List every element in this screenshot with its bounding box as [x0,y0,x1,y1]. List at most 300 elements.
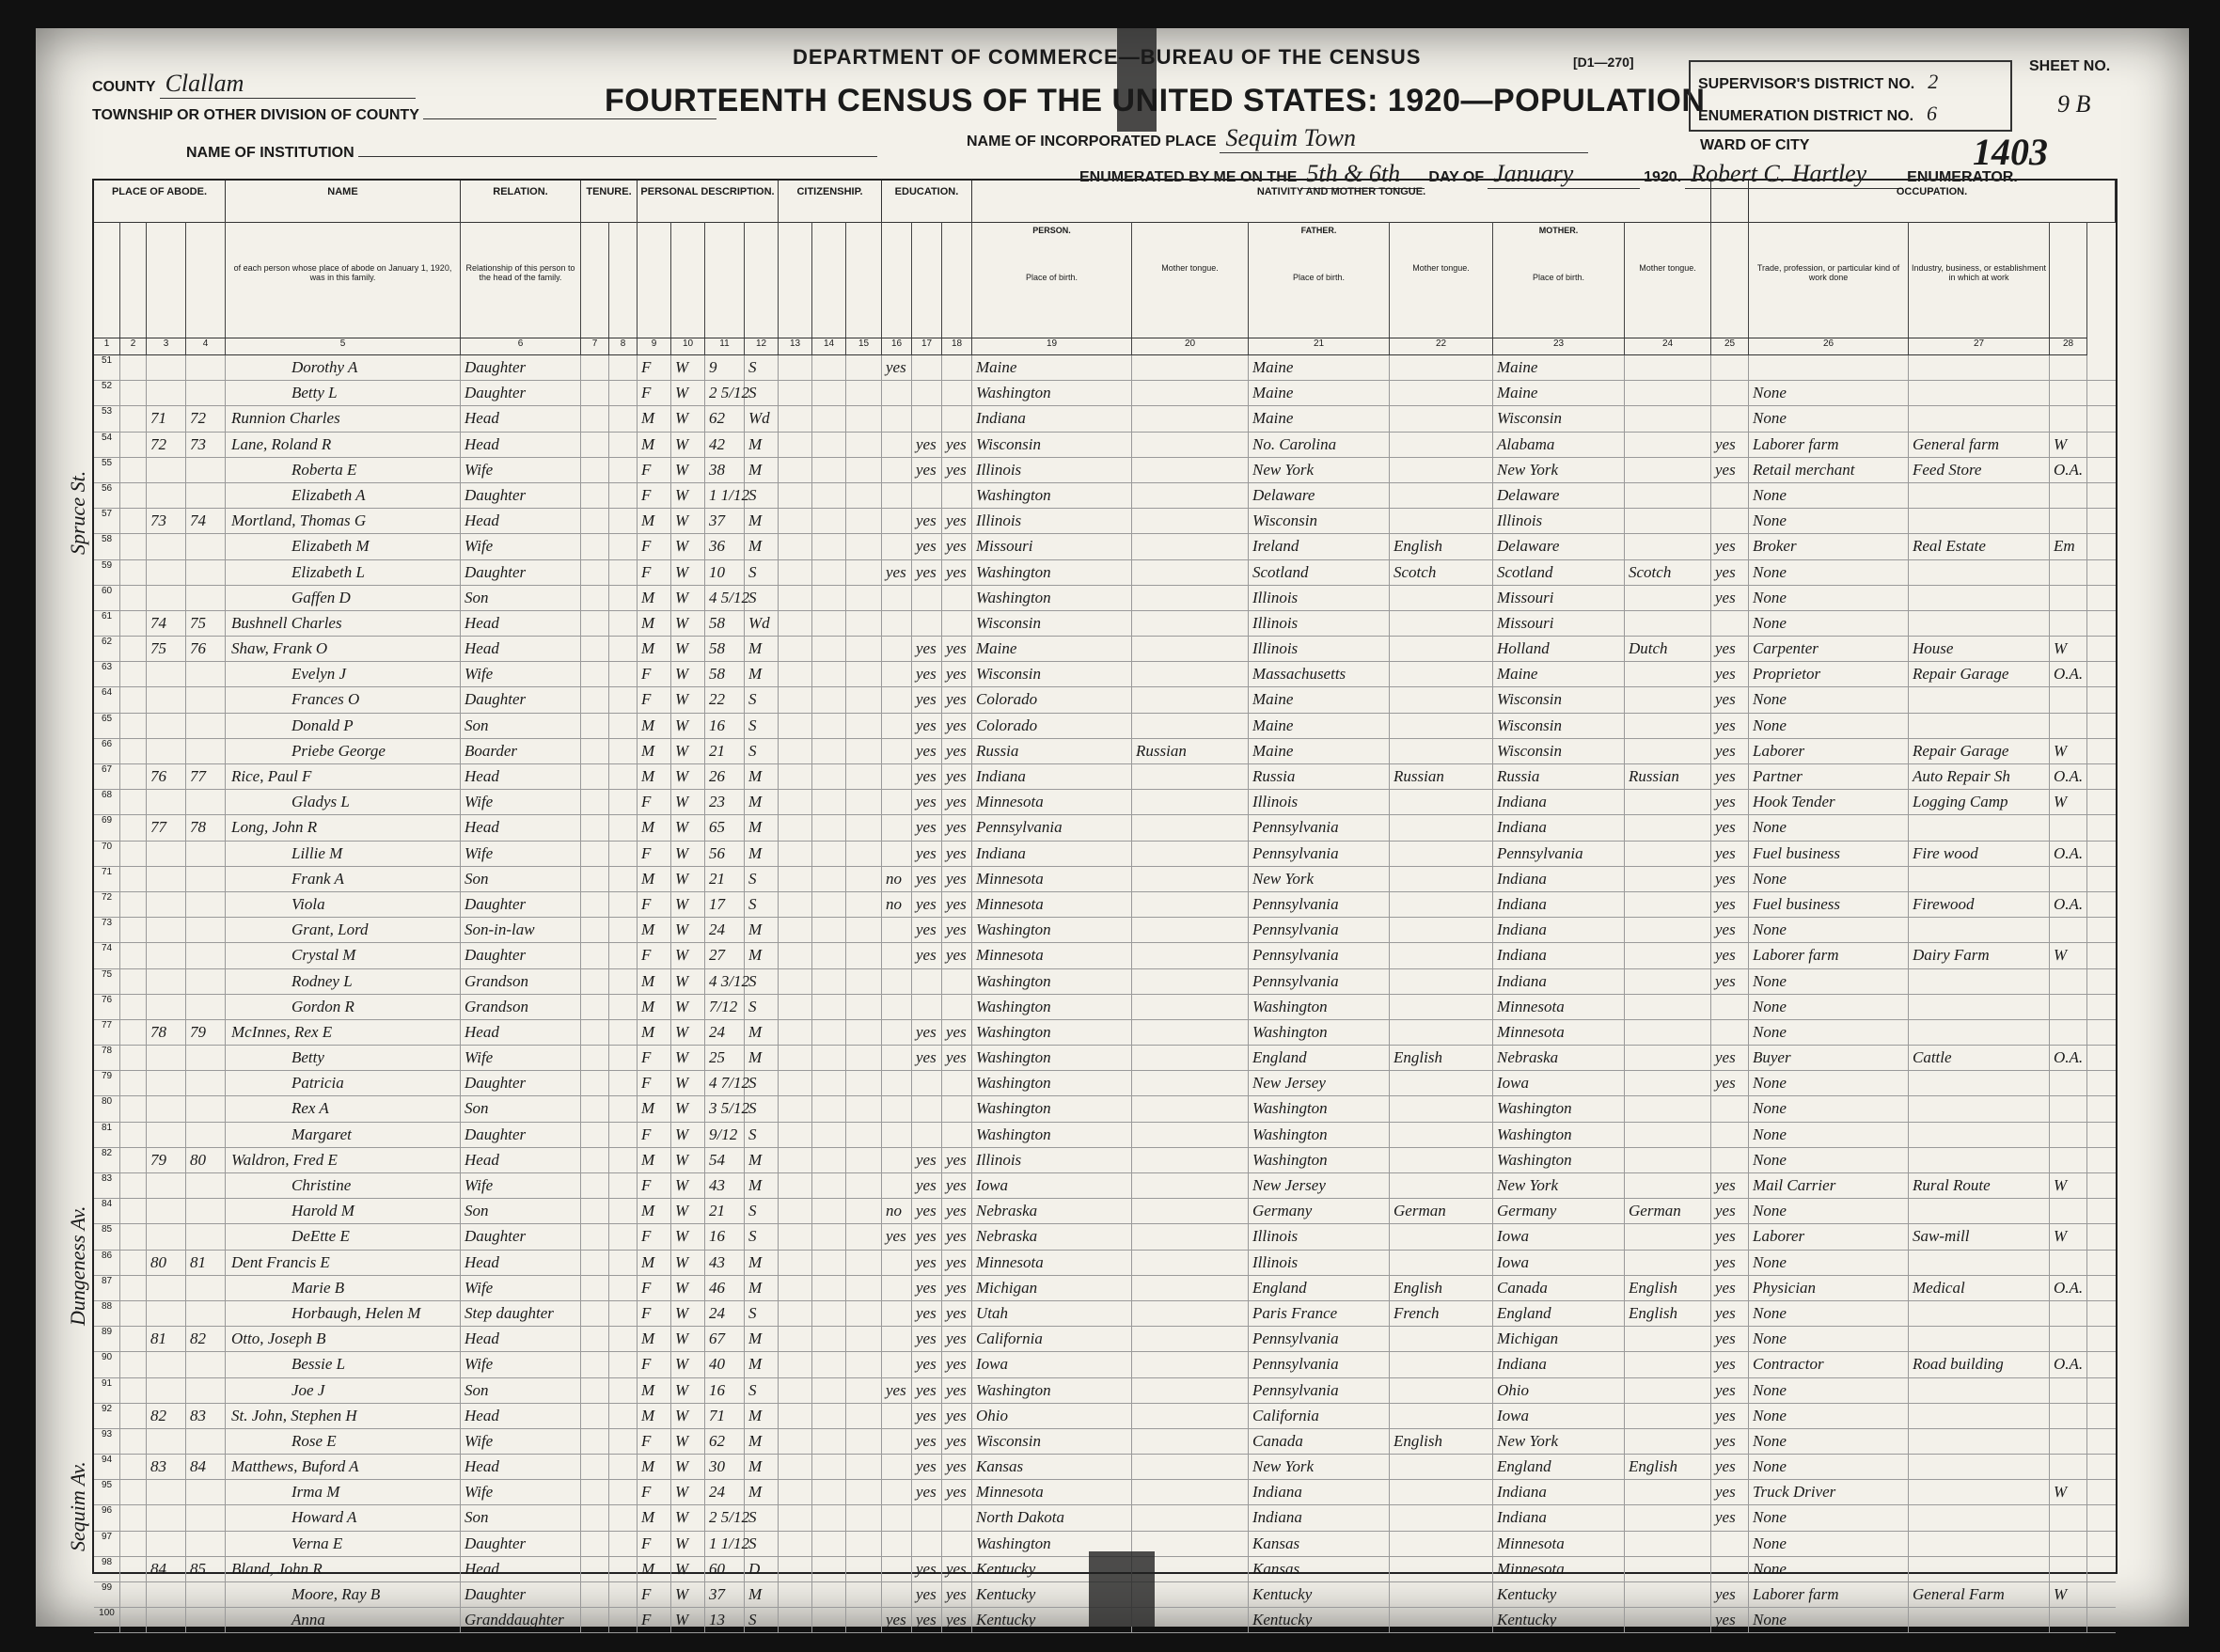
cell-line: 65 [94,714,120,738]
cell-read: yes [912,1480,942,1504]
cell-ms: S [745,355,779,380]
cell-write: yes [942,1327,972,1351]
cell-fpob: No. Carolina [1249,433,1390,457]
cell-sex: F [638,1301,671,1326]
cell-street [120,892,147,917]
cell-fpob: Maine [1249,406,1390,431]
cell-mort [609,1096,638,1121]
cell-mpob: Delaware [1493,483,1625,508]
township-label: TOWNSHIP OR OTHER DIVISION OF COUNTY [92,107,419,123]
cell-nat [812,1582,846,1607]
cell-ftng [1390,355,1493,380]
cell-fam [186,534,226,559]
cell-rel: Daughter [461,892,581,917]
cell-nat [812,943,846,968]
cell-imm [779,1020,812,1045]
cell-pob: Maine [972,355,1132,380]
cell-dw [147,969,186,994]
cell-fpob: Pennsylvania [1249,815,1390,840]
cell-sex: M [638,586,671,610]
cell-fam [186,662,226,686]
cell-pob: Nebraska [972,1199,1132,1223]
cell-fpob: Pennsylvania [1249,892,1390,917]
column-header-name [226,222,461,338]
cell-nat [812,1505,846,1530]
cell-read: yes [912,1276,942,1300]
cell-race: W [671,1123,705,1147]
cell-natyr [846,458,882,482]
cell-age: 26 [705,764,745,789]
street-label-1: Spruce St. [66,470,89,555]
column-number: 10 [671,338,705,355]
cell-sch [882,381,912,405]
cell-mort [609,586,638,610]
cell-nat [812,1071,846,1095]
cell-eng [1711,381,1749,405]
cell-fpob: Kentucky [1249,1582,1390,1607]
cell-natyr [846,867,882,891]
cell-ind [1909,1251,2050,1275]
cell-mort [609,1046,638,1070]
cell-read: yes [912,1301,942,1326]
cell-age: 37 [705,509,745,533]
cell-line: 89 [94,1327,120,1351]
cell-nat [812,1404,846,1428]
table-row [94,1404,2116,1429]
cell-race: W [671,1505,705,1530]
cell-own [581,1404,609,1428]
column-desc-occ: Trade, profession, or particular kind of work done [1756,263,1900,282]
table-row [94,560,2116,586]
cell-mpob: New York [1493,1429,1625,1454]
cell-mpob: Iowa [1493,1404,1625,1428]
cell-ms: M [745,1173,779,1198]
cell-rel: Daughter [461,381,581,405]
cell-fpob: Pennsylvania [1249,1378,1390,1403]
cell-nat [812,458,846,482]
cell-cls [2050,687,2087,712]
cell-sch [882,1352,912,1377]
cell-line: 99 [94,1582,120,1607]
cell-street [120,1301,147,1326]
cell-street [120,1224,147,1249]
cell-sex: F [638,1480,671,1504]
cell-dw [147,1199,186,1223]
cell-ind [1909,1557,2050,1581]
cell-nat [812,1378,846,1403]
cell-sch [882,611,912,636]
cell-nat [812,1557,846,1581]
cell-occ: None [1749,1429,1909,1454]
cell-write [942,1123,972,1147]
cell-occ: None [1749,406,1909,431]
cell-rel: Head [461,406,581,431]
cell-fpob: Paris France [1249,1301,1390,1326]
column-desc-fpob: Place of birth. [1292,273,1346,282]
cell-mort [609,1557,638,1581]
cell-age: 38 [705,458,745,482]
cell-natyr [846,969,882,994]
cell-mtng [1625,1404,1711,1428]
cell-nat [812,764,846,789]
cell-ind: Repair Garage [1909,662,2050,686]
cell-imm [779,560,812,585]
cell-natyr [846,1378,882,1403]
ink-blot [1089,1551,1155,1627]
cell-own [581,1224,609,1249]
cell-name: Gordon R [226,995,461,1019]
cell-fam: 84 [186,1455,226,1479]
cell-ftng [1390,1327,1493,1351]
cell-rel: Daughter [461,1532,581,1556]
cell-cls [2050,1123,2087,1147]
cell-age: 16 [705,1378,745,1403]
cell-write [942,1532,972,1556]
cell-cls [2050,1505,2087,1530]
cell-natyr [846,662,882,686]
cell-ind [1909,483,2050,508]
cell-eng: yes [1711,1199,1749,1223]
column-desc-mpob: Place of birth. [1532,273,1585,282]
cell-occ: None [1749,1071,1909,1095]
cell-own [581,764,609,789]
cell-fam [186,458,226,482]
cell-read: yes [912,1455,942,1479]
cell-ms: S [745,1096,779,1121]
ward-label: WARD OF CITY [1700,137,1810,153]
cell-cls: O.A. [2050,892,2087,917]
table-row [94,1148,2116,1173]
cell-age: 9 [705,355,745,380]
cell-occ: Truck Driver [1749,1480,1909,1504]
county-label: COUNTY [92,79,156,95]
cell-sex: F [638,1532,671,1556]
cell-mtng [1625,1608,1711,1632]
cell-ftongue [1132,433,1249,457]
cell-sex: F [638,355,671,380]
cell-nat [812,1096,846,1121]
column-header-cls [2050,222,2087,338]
cell-fam [186,1123,226,1147]
cell-ftongue [1132,687,1249,712]
cell-mtng [1625,1532,1711,1556]
cell-natyr [846,1582,882,1607]
cell-age: 43 [705,1173,745,1198]
cell-occ: None [1749,1199,1909,1223]
cell-write: yes [942,1224,972,1249]
cell-mort [609,1327,638,1351]
cell-street [120,1071,147,1095]
cell-mtng [1625,714,1711,738]
cell-name: Elizabeth A [226,483,461,508]
cell-nat [812,1224,846,1249]
cell-mpob: Minnesota [1493,995,1625,1019]
cell-natyr [846,1404,882,1428]
cell-cls [2050,586,2087,610]
cell-own [581,483,609,508]
cell-fam: 85 [186,1557,226,1581]
cell-mort [609,1276,638,1300]
cell-pob: Colorado [972,687,1132,712]
cell-line: 51 [94,355,120,380]
column-number: 26 [1749,338,1909,355]
column-number: 24 [1625,338,1711,355]
cell-name: Frances O [226,687,461,712]
cell-name: Dent Francis E [226,1251,461,1275]
cell-name: Horbaugh, Helen M [226,1301,461,1326]
cell-eng: yes [1711,764,1749,789]
cell-natyr [846,1199,882,1223]
cell-dw: 74 [147,611,186,636]
cell-cls: O.A. [2050,842,2087,866]
cell-mpob: New York [1493,458,1625,482]
cell-ms: S [745,714,779,738]
cell-nat [812,662,846,686]
cell-sex: M [638,433,671,457]
cell-cls: Em [2050,534,2087,559]
day-of-label: DAY OF [1428,169,1485,185]
cell-sch [882,1046,912,1070]
cell-fam: 83 [186,1404,226,1428]
cell-ind: General farm [1909,433,2050,457]
cell-imm [779,1532,812,1556]
cell-sch [882,1327,912,1351]
cell-ms: M [745,764,779,789]
cell-race: W [671,381,705,405]
cell-ftng [1390,1505,1493,1530]
cell-ftng [1390,969,1493,994]
cell-dw [147,381,186,405]
cell-occ: None [1749,381,1909,405]
cell-sch [882,943,912,968]
cell-sex: F [638,1276,671,1300]
cell-fam [186,483,226,508]
cell-ftng [1390,1480,1493,1504]
cell-read: yes [912,1224,942,1249]
cell-occ: Laborer farm [1749,433,1909,457]
cell-rel: Son [461,1378,581,1403]
cell-race: W [671,842,705,866]
cell-street [120,1173,147,1198]
cell-line: 75 [94,969,120,994]
cell-occ: Carpenter [1749,637,1909,661]
cell-fam [186,1173,226,1198]
cell-sex: F [638,1352,671,1377]
cell-fpob: Illinois [1249,790,1390,814]
cell-dw: 72 [147,433,186,457]
cell-imm [779,918,812,942]
cell-eng: yes [1711,1352,1749,1377]
cell-eng: yes [1711,1582,1749,1607]
cell-ms: S [745,381,779,405]
cell-line: 60 [94,586,120,610]
cell-mtng [1625,892,1711,917]
cell-nat [812,1301,846,1326]
cell-ftongue [1132,1071,1249,1095]
cell-ftng [1390,1071,1493,1095]
cell-occ: None [1749,1404,1909,1428]
cell-fpob: Delaware [1249,483,1390,508]
cell-mtng [1625,687,1711,712]
cell-mort [609,458,638,482]
cell-own [581,1532,609,1556]
cell-street [120,1251,147,1275]
cell-ind [1909,1404,2050,1428]
cell-own [581,560,609,585]
cell-mpob: Minnesota [1493,1532,1625,1556]
cell-eng: yes [1711,1404,1749,1428]
cell-line: 70 [94,842,120,866]
cell-age: 21 [705,867,745,891]
place-value: Sequim Town [1220,124,1588,153]
cell-sex: F [638,1173,671,1198]
cell-fpob: New Jersey [1249,1071,1390,1095]
cell-mpob: Indiana [1493,918,1625,942]
cell-sex: F [638,662,671,686]
cell-ftng [1390,1096,1493,1121]
cell-name: Priebe George [226,739,461,763]
cell-ftongue [1132,1455,1249,1479]
cell-own [581,815,609,840]
table-row [94,611,2116,637]
cell-write: yes [942,1046,972,1070]
cell-sch [882,406,912,431]
cell-dw [147,943,186,968]
cell-fpob: Washington [1249,1123,1390,1147]
cell-line: 83 [94,1173,120,1198]
cell-ftongue [1132,586,1249,610]
cell-age: 30 [705,1455,745,1479]
cell-mtng [1625,1148,1711,1172]
cell-fam: 76 [186,637,226,661]
cell-imm [779,458,812,482]
cell-write: yes [942,458,972,482]
cell-ms: S [745,483,779,508]
cell-name: Rex A [226,1096,461,1121]
cell-pob: Washington [972,1123,1132,1147]
cell-ind: Logging Camp [1909,790,2050,814]
cell-sex: M [638,509,671,533]
cell-fam [186,1224,226,1249]
table-row [94,867,2116,892]
cell-occ: None [1749,1505,1909,1530]
cell-mort [609,815,638,840]
cell-ftng [1390,1020,1493,1045]
cell-read: yes [912,458,942,482]
cell-mpob: Maine [1493,355,1625,380]
table-row [94,1505,2116,1531]
cell-pob: Kentucky [972,1582,1132,1607]
cell-street [120,1352,147,1377]
cell-mtng [1625,1046,1711,1070]
cell-street [120,687,147,712]
cell-pob: Minnesota [972,790,1132,814]
cell-ind [1909,355,2050,380]
cell-sex: M [638,637,671,661]
cell-mtng [1625,1071,1711,1095]
cell-name: St. John, Stephen H [226,1404,461,1428]
cell-mtng [1625,534,1711,559]
cell-ftng [1390,433,1493,457]
column-header-rel [461,222,581,338]
cell-read [912,1071,942,1095]
cell-ind [1909,1608,2050,1632]
cell-age: 43 [705,1251,745,1275]
cell-race: W [671,1046,705,1070]
cell-write: yes [942,1608,972,1632]
cell-ms: M [745,1429,779,1454]
cell-ms: M [745,1148,779,1172]
cell-rel: Head [461,509,581,533]
cell-cls [2050,1327,2087,1351]
cell-rel: Daughter [461,1071,581,1095]
cell-fpob: Russia [1249,764,1390,789]
cell-ftng [1390,1352,1493,1377]
cell-pob: Indiana [972,764,1132,789]
cell-mpob: Scotland [1493,560,1625,585]
cell-pob: Minnesota [972,867,1132,891]
cell-mtng: Scotch [1625,560,1711,585]
cell-name: Frank A [226,867,461,891]
cell-ind [1909,381,2050,405]
cell-imm [779,1327,812,1351]
cell-line: 67 [94,764,120,789]
cell-read [912,355,942,380]
cell-ind [1909,1148,2050,1172]
cell-ftongue [1132,764,1249,789]
cell-ftng [1390,1404,1493,1428]
cell-occ: None [1749,611,1909,636]
cell-nat [812,433,846,457]
cell-ftng: English [1390,534,1493,559]
cell-imm [779,534,812,559]
form-id: [D1—270] [1573,55,1634,70]
cell-fpob: Scotland [1249,560,1390,585]
table-row [94,1429,2116,1455]
cell-mpob: Wisconsin [1493,714,1625,738]
cell-sch: yes [882,1378,912,1403]
column-header-fam [186,222,226,338]
cell-age: 2 5/12 [705,1505,745,1530]
cell-sex: F [638,1224,671,1249]
cell-imm [779,842,812,866]
cell-cls: W [2050,1224,2087,1249]
cell-read: yes [912,1404,942,1428]
cell-cls: O.A. [2050,1352,2087,1377]
cell-own [581,586,609,610]
cell-write: yes [942,1173,972,1198]
cell-imm [779,1301,812,1326]
cell-dw [147,1173,186,1198]
cell-line: 84 [94,1199,120,1223]
cell-ms: M [745,1582,779,1607]
cell-sch [882,534,912,559]
cell-mpob: Holland [1493,637,1625,661]
cell-imm [779,1480,812,1504]
cell-imm [779,1404,812,1428]
cell-eng: yes [1711,1251,1749,1275]
cell-race: W [671,1455,705,1479]
cell-rel: Granddaughter [461,1608,581,1632]
cell-line: 55 [94,458,120,482]
cell-race: W [671,458,705,482]
cell-ms: M [745,1251,779,1275]
cell-fpob: Pennsylvania [1249,918,1390,942]
street-label-3: Sequim Av. [66,1461,89,1551]
cell-dw [147,1224,186,1249]
table-row [94,892,2116,918]
cell-ind [1909,611,2050,636]
